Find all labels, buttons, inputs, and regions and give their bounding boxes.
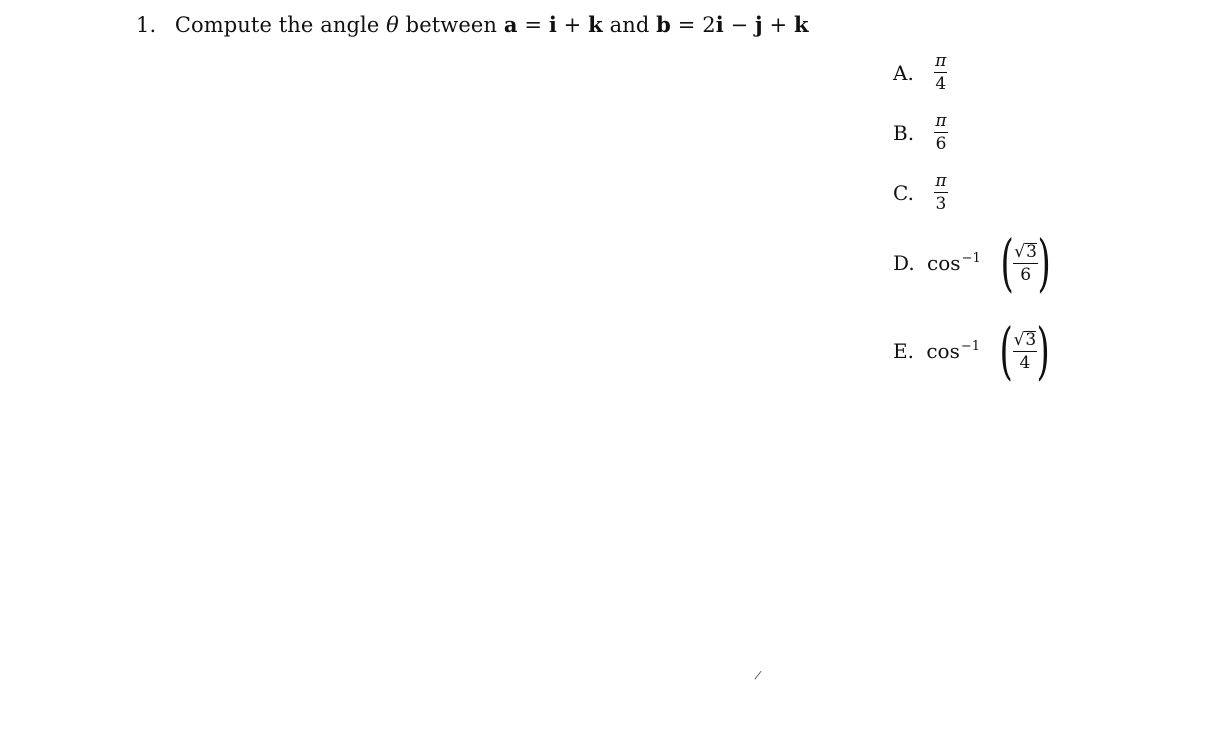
choice-e-func-name: cos — [926, 339, 960, 363]
question-prompt: Compute the angle — [174, 13, 380, 37]
choice-b[interactable] — [893, 113, 948, 153]
choice-e-numerator — [1013, 331, 1038, 352]
choice-d-radicand: 3 — [1026, 241, 1037, 262]
choice-c-denominator: 3 — [935, 194, 947, 214]
vector-b-k: k — [794, 12, 809, 37]
choice-e-sqrt-symbol: √ — [1013, 329, 1025, 350]
vector-a-i: i — [548, 12, 557, 37]
choice-d-exponent: −1 — [961, 251, 981, 266]
choice-e-left-paren: ( — [999, 314, 1014, 387]
minus-sign-b: − — [730, 13, 749, 37]
choice-a[interactable] — [893, 53, 947, 93]
choice-d-func-name: cos — [927, 251, 961, 275]
choice-a-denominator: 4 — [935, 74, 947, 94]
choice-b-numerator: π — [935, 111, 947, 131]
question-text — [136, 12, 809, 37]
choice-d-numerator — [1013, 243, 1038, 264]
equals-sign-b: = — [677, 13, 696, 37]
vector-a-k: k — [588, 12, 603, 37]
choice-e-fraction — [1013, 331, 1038, 372]
choice-a-letter: A. — [893, 61, 914, 85]
choice-e-function — [926, 339, 980, 363]
question-and: and — [609, 13, 650, 37]
choice-c[interactable] — [893, 173, 948, 213]
question-number: 1. — [136, 13, 157, 37]
choice-d-left-paren: ( — [1000, 226, 1014, 299]
equals-sign-a: = — [524, 13, 543, 37]
vector-b-i: i — [715, 12, 724, 37]
vector-b: b — [656, 12, 671, 37]
stray-mark: / — [753, 667, 763, 683]
choice-b-denominator: 6 — [935, 134, 947, 154]
choice-e-radicand: 3 — [1025, 329, 1037, 350]
choice-a-numerator: π — [935, 51, 947, 71]
choice-c-fraction — [934, 173, 947, 213]
choice-b-fraction — [934, 113, 947, 153]
choice-d-denominator: 6 — [1020, 264, 1032, 285]
plus-sign-b: + — [769, 13, 788, 37]
choice-d-function — [927, 251, 981, 275]
choice-d-right-paren: ) — [1037, 226, 1051, 299]
vector-a: a — [503, 12, 518, 37]
choice-e-right-paren: ) — [1036, 314, 1051, 387]
choice-e-letter: E. — [893, 339, 914, 363]
choice-c-letter: C. — [893, 181, 914, 205]
choice-b-letter: B. — [893, 121, 915, 145]
choice-d-letter: D. — [893, 251, 915, 275]
vector-b-coef: 2 — [702, 13, 716, 37]
choice-e[interactable] — [893, 314, 1055, 387]
choice-e-exponent: −1 — [960, 339, 981, 354]
plus-sign-a: + — [563, 13, 582, 37]
choice-a-fraction — [934, 53, 947, 93]
theta-symbol: θ — [386, 13, 399, 37]
choice-d[interactable] — [893, 226, 1056, 299]
choice-d-sqrt-symbol: √ — [1014, 241, 1026, 262]
choice-e-denominator: 4 — [1019, 352, 1031, 373]
choice-d-fraction — [1013, 243, 1038, 284]
vector-b-j: j — [755, 12, 763, 37]
question-between: between — [405, 13, 498, 37]
choice-c-numerator: π — [935, 171, 947, 191]
